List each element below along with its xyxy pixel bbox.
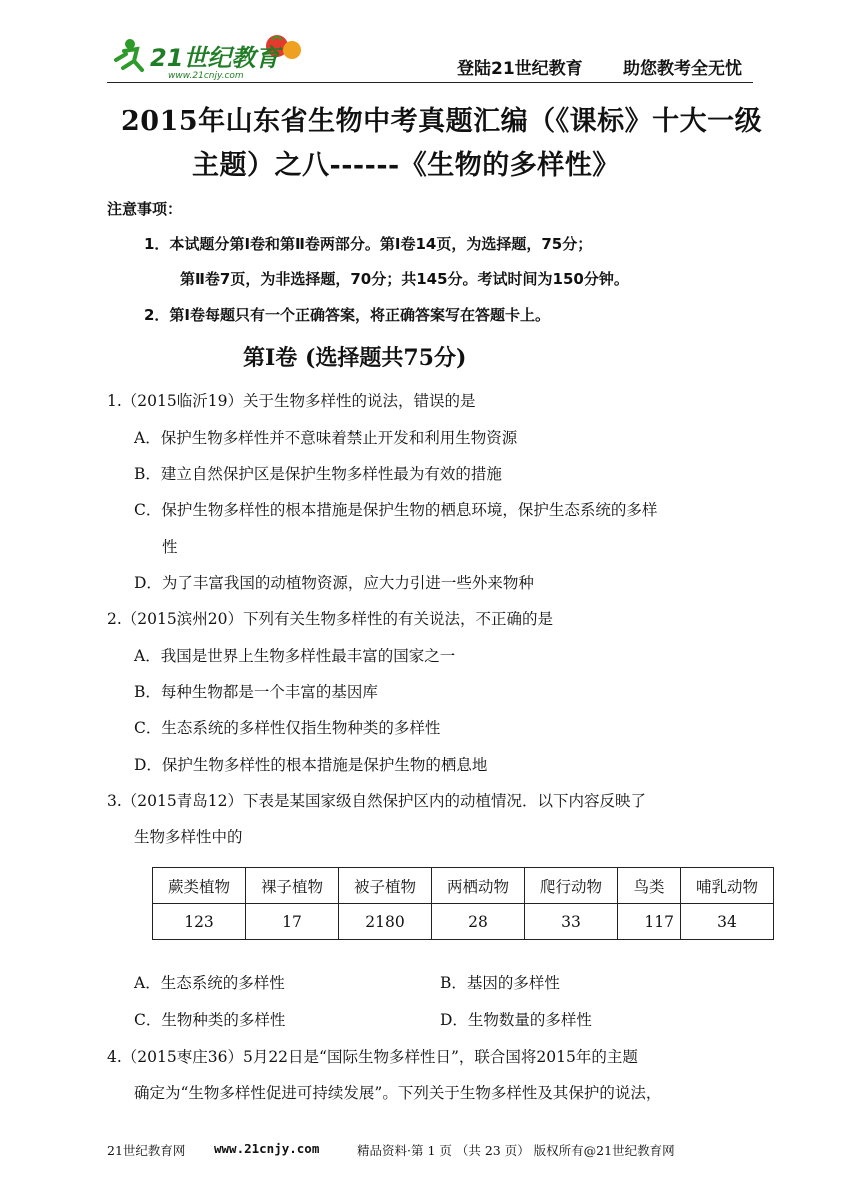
- question-1-option-d: D．为了丰富我国的动植物资源，应大力引进一些外来物种: [134, 574, 534, 592]
- table-cell: 2180: [339, 904, 432, 940]
- question-3-stem-cont: 生物多样性中的: [134, 828, 243, 846]
- table-header-cell: 裸子植物: [246, 868, 339, 904]
- question-1-option-c: C．保护生物多样性的根本措施是保护生物的栖息环境，保护生态系统的多样: [134, 501, 658, 519]
- footer-url[interactable]: [214, 1141, 319, 1156]
- table-header-cell: 鸟类: [618, 868, 681, 904]
- site-logo[interactable]: [110, 32, 310, 80]
- notice-item-2: 2．第Ⅰ卷每题只有一个正确答案，将正确答案写在答题卡上。: [144, 306, 551, 324]
- question-3-option-d: D．生物数量的多样性: [440, 1011, 592, 1029]
- logo-url: www.21cnjy.com: [168, 71, 244, 80]
- table-cell: 123: [153, 904, 246, 940]
- footer-url-text[interactable]: www.21cnjy.com: [214, 1141, 320, 1156]
- question-2-option-c: C．生态系统的多样性仅指生物种类的多样性: [134, 719, 441, 737]
- question-3-option-a: A．生态系统的多样性: [134, 974, 285, 992]
- table-header-row: [153, 868, 774, 904]
- header-slogan-login: 登陆21世纪教育: [457, 59, 583, 79]
- question-1-stem: 1.（2015临沂19）关于生物多样性的说法，错误的是: [107, 392, 476, 410]
- section-title: 第Ⅰ卷 (选择题共75分): [243, 345, 467, 371]
- table-cell: 34: [681, 904, 774, 940]
- header-divider: [107, 82, 753, 83]
- question-1-option-a: A．保护生物多样性并不意味着禁止开发和利用生物资源: [134, 429, 518, 447]
- question-1-option-c-cont: 性: [162, 538, 178, 556]
- table-cell: 117: [618, 904, 681, 940]
- question-4-stem-cont: 确定为“生物多样性促进可持续发展”。下列关于生物多样性及其保护的说法，: [134, 1084, 662, 1102]
- table-cell: 17: [246, 904, 339, 940]
- notice-item-1-cont: 第Ⅱ卷7页，为非选择题，70分；共145分。考试时间为150分钟。: [180, 270, 629, 288]
- question-2-stem: 2.（2015滨州20）下列有关生物多样性的有关说法，不正确的是: [107, 610, 553, 628]
- question-1-option-b: B．建立自然保护区是保护生物多样性最为有效的措施: [134, 465, 502, 483]
- table-cell: 33: [525, 904, 618, 940]
- page-title-line2: 主题）之八------《生物的多样性》: [192, 150, 620, 181]
- logo-text: 21世纪教育: [150, 44, 280, 72]
- table-header-cell: 蕨类植物: [153, 868, 246, 904]
- footer-page-info: 精品资料·第 1 页 （共 23 页） 版权所有@21世纪教育网: [357, 1143, 675, 1158]
- table-header-cell: 两栖动物: [432, 868, 525, 904]
- question-2-option-d: D．保护生物多样性的根本措施是保护生物的栖息地: [134, 756, 488, 774]
- table-header-cell: 被子植物: [339, 868, 432, 904]
- page-title-line1: 2015年山东省生物中考真题汇编（《课标》十大一级: [121, 106, 763, 137]
- header-slogan-help: 助您教考全无忧: [623, 59, 742, 79]
- question-3-option-c: C．生物种类的多样性: [134, 1011, 286, 1029]
- table-header-cell: 爬行动物: [525, 868, 618, 904]
- question-2-option-b: B．每种生物都是一个丰富的基因库: [134, 683, 378, 701]
- question-3-option-b: B．基因的多样性: [440, 974, 560, 992]
- table-row: [153, 904, 774, 940]
- logo-graphic: [110, 32, 310, 80]
- footer-site-name: 21世纪教育网: [107, 1143, 186, 1158]
- question-4-stem: 4.（2015枣庄36）5月22日是“国际生物多样性日”，联合国将2015年的主题: [107, 1048, 638, 1066]
- question-2-option-a: A．我国是世界上生物多样性最丰富的国家之一: [134, 647, 456, 665]
- notice-heading: 注意事项：: [107, 200, 183, 218]
- notice-item-1: 1．本试题分第Ⅰ卷和第Ⅱ卷两部分。第Ⅰ卷14页，为选择题，75分；: [144, 235, 593, 253]
- table-cell: 28: [432, 904, 525, 940]
- table-header-cell: 哺乳动物: [681, 868, 774, 904]
- species-table: [152, 867, 774, 940]
- question-3-stem: 3.（2015青岛12）下表是某国家级自然保护区内的动植情况．以下内容反映了: [107, 792, 646, 810]
